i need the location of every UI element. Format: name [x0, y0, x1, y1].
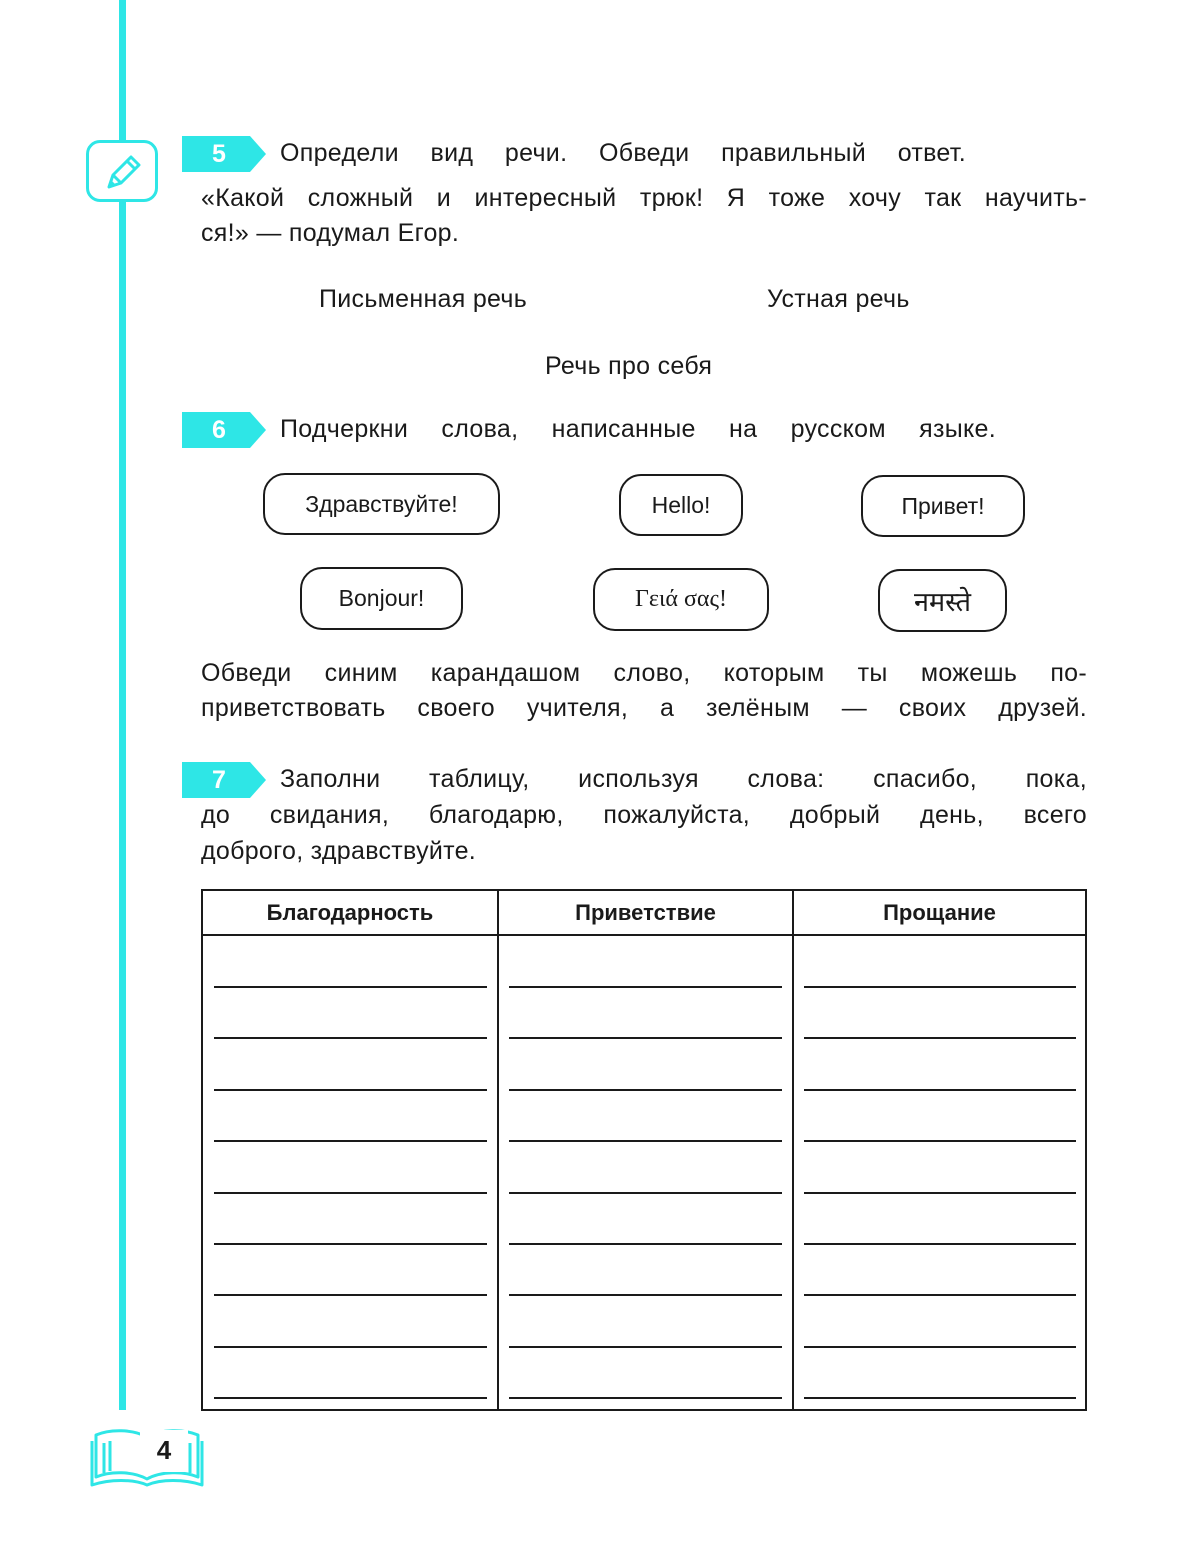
column-header-farewell: Прощание [883, 900, 996, 925]
task-number: 6 [212, 416, 226, 444]
writing-line[interactable] [509, 1397, 782, 1399]
writing-line[interactable] [804, 1397, 1076, 1399]
writing-line[interactable] [214, 1346, 487, 1348]
speech-option-oral[interactable]: Устная речь [767, 285, 910, 313]
writing-line[interactable] [214, 1243, 487, 1245]
task-6-followup-line-1: Обведи синим карандашом слово, которым ты можешь по- [201, 659, 1087, 687]
task-5-instruction: Определи вид речи. Обведи правильный ответ. [280, 139, 966, 167]
writing-line[interactable] [509, 1037, 782, 1039]
greeting-bubble-hindi[interactable]: नमस्ते [878, 569, 1007, 632]
table-header [203, 891, 1085, 936]
writing-line[interactable] [214, 986, 487, 988]
task-5-quote-line-2: ся!» — подумал Егор. [201, 219, 460, 247]
writing-line[interactable] [804, 986, 1076, 988]
task-number: 5 [212, 140, 226, 168]
task-7-tag [182, 762, 266, 798]
task-7-instruction-line-2: до свидания, благодарю, пожалуйста, добрый день, всего [201, 801, 1087, 829]
writing-line[interactable] [804, 1294, 1076, 1296]
writing-line[interactable] [214, 1294, 487, 1296]
writing-line[interactable] [509, 1346, 782, 1348]
writing-line[interactable] [214, 1140, 487, 1142]
column-header-gratitude: Благодарность [266, 900, 434, 925]
writing-line[interactable] [214, 1397, 487, 1399]
writing-line[interactable] [214, 1192, 487, 1194]
speech-option-written[interactable]: Письменная речь [319, 285, 528, 313]
writing-line[interactable] [214, 1089, 487, 1091]
margin-rule [119, 0, 126, 1410]
writing-line[interactable] [509, 1294, 782, 1296]
task-6-followup-line-2: приветствовать своего учителя, а зелёным — своих друзей. [201, 694, 1087, 722]
task-6-tag [182, 412, 266, 448]
writing-line[interactable] [509, 1243, 782, 1245]
task-5-quote-line-1: «Какой сложный и интересный трюк! Я тоже хочу так научить- [201, 184, 1087, 212]
task-6-instruction: Подчеркни слова, написанные на русском языке. [280, 415, 996, 443]
greeting-bubble-french[interactable]: Bonjour! [300, 567, 463, 630]
writing-line[interactable] [509, 1140, 782, 1142]
pencil-icon [86, 140, 158, 202]
task-7-instruction-line-1: Заполни таблицу, используя слова: спасибо, пока, [280, 765, 1087, 793]
writing-line[interactable] [509, 1089, 782, 1091]
speech-option-inner[interactable]: Речь про себя [545, 352, 713, 380]
writing-line[interactable] [804, 1089, 1076, 1091]
writing-line[interactable] [509, 986, 782, 988]
writing-line[interactable] [804, 1243, 1076, 1245]
writing-line[interactable] [804, 1037, 1076, 1039]
words-table [201, 889, 1087, 1411]
writing-line[interactable] [804, 1346, 1076, 1348]
writing-line[interactable] [804, 1140, 1076, 1142]
writing-line[interactable] [214, 1037, 487, 1039]
greeting-bubble-english[interactable]: Hello! [619, 474, 743, 536]
column-divider [497, 891, 499, 1409]
task-number: 7 [212, 766, 226, 794]
greeting-bubble-greek[interactable]: Γειά σας! [593, 568, 769, 631]
writing-line[interactable] [804, 1192, 1076, 1194]
task-7-instruction-line-3: доброго, здравствуйте. [201, 837, 477, 865]
column-header-greeting: Приветствие [575, 900, 716, 925]
column-divider [792, 891, 794, 1409]
greeting-bubble-russian-informal[interactable]: Привет! [861, 475, 1025, 537]
task-5-tag [182, 136, 266, 172]
page-number: 4 [156, 1435, 172, 1465]
greeting-bubble-russian-formal[interactable]: Здравствуйте! [263, 473, 500, 535]
writing-line[interactable] [509, 1192, 782, 1194]
